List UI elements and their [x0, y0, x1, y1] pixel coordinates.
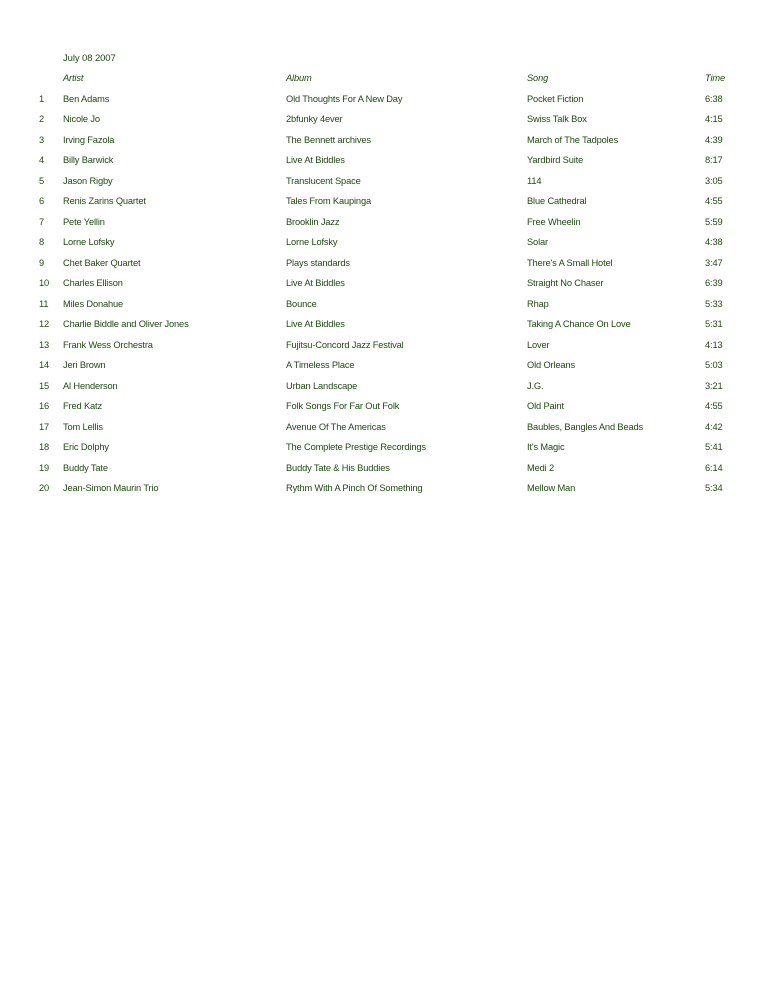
table-row	[0, 274, 768, 295]
row-artist: Lorne Lofsky	[63, 237, 115, 247]
table-row	[0, 315, 768, 336]
row-artist: Fred Katz	[63, 401, 102, 411]
row-time: 5:03	[705, 360, 723, 370]
row-number: 13	[39, 339, 50, 350]
row-number: 3	[39, 134, 45, 145]
row-number: 17	[39, 421, 50, 432]
table-row	[0, 131, 768, 152]
row-song: Swiss Talk Box	[527, 114, 587, 124]
row-time: 4:55	[705, 401, 723, 411]
row-time: 5:41	[705, 442, 723, 452]
row-song: There's A Small Hotel	[527, 257, 613, 268]
row-album: A Timeless Place	[286, 360, 355, 370]
row-artist: Buddy Tate	[63, 462, 108, 473]
row-time: 5:33	[705, 298, 723, 309]
row-song: Pocket Fiction	[527, 93, 584, 104]
row-album: Live At Biddles	[286, 319, 345, 329]
table-row	[0, 90, 768, 111]
row-time: 3:47	[705, 257, 723, 268]
row-artist: Frank Wess Orchestra	[63, 339, 153, 350]
row-artist: Ben Adams	[63, 93, 110, 104]
row-time: 4:42	[705, 421, 723, 432]
row-song: Solar	[527, 237, 548, 247]
row-album: Tales From Kaupinga	[286, 196, 371, 206]
row-number: 5	[39, 175, 45, 186]
row-number: 18	[39, 442, 50, 452]
row-artist: Miles Donahue	[63, 298, 124, 309]
row-song: Old Paint	[527, 401, 564, 411]
row-album: Old Thoughts For A New Day	[286, 93, 403, 104]
row-album: The Complete Prestige Recordings	[286, 442, 426, 452]
table-row	[0, 336, 768, 357]
row-song: March of The Tadpoles	[527, 134, 619, 145]
table-row	[0, 479, 768, 500]
row-song: Lover	[527, 339, 550, 350]
row-song: Rhap	[527, 298, 549, 309]
row-song: Taking A Chance On Love	[527, 319, 631, 329]
row-song: It's Magic	[527, 442, 565, 452]
row-song: Free Wheelin	[527, 216, 581, 227]
row-album: 2bfunky 4ever	[286, 114, 343, 124]
row-number: 20	[39, 483, 50, 493]
row-number: 2	[39, 114, 45, 124]
row-artist: Charles Ellison	[63, 278, 123, 288]
table-row	[0, 418, 768, 439]
row-artist: Charlie Biddle and Oliver Jones	[63, 319, 189, 329]
table-row	[0, 377, 768, 398]
row-number: 10	[39, 278, 50, 288]
table-header-row	[0, 69, 768, 90]
row-time: 4:15	[705, 114, 723, 124]
row-album: Live At Biddles	[286, 278, 345, 288]
table-row	[0, 397, 768, 418]
table-row	[0, 151, 768, 172]
row-song: J.G.	[527, 380, 544, 391]
row-number: 8	[39, 237, 45, 247]
table-row	[0, 213, 768, 234]
row-album: Plays standards	[286, 257, 350, 268]
header-time: Time	[705, 73, 725, 83]
row-time: 4:38	[705, 237, 723, 247]
row-number: 12	[39, 319, 50, 329]
row-artist: Nicole Jo	[63, 114, 100, 124]
row-time: 6:39	[705, 278, 723, 288]
row-artist: Tom Lellis	[63, 421, 103, 432]
row-time: 4:13	[705, 339, 723, 350]
row-album: Fujitsu-Concord Jazz Festival	[286, 339, 404, 350]
row-album: Buddy Tate & His Buddies	[286, 462, 390, 473]
row-time: 4:55	[705, 196, 723, 206]
header-artist: Artist	[63, 73, 84, 83]
row-song: Mellow Man	[527, 483, 576, 493]
table-row	[0, 295, 768, 316]
row-artist: Jeri Brown	[63, 360, 106, 370]
row-time: 5:59	[705, 216, 723, 227]
table-row	[0, 459, 768, 480]
row-artist: Billy Barwick	[63, 155, 114, 165]
row-song: Yardbird Suite	[527, 155, 584, 165]
header-album: Album	[286, 73, 312, 83]
row-time: 8:17	[705, 155, 723, 165]
row-album: Folk Songs For Far Out Folk	[286, 401, 400, 411]
row-song: Straight No Chaser	[527, 278, 604, 288]
row-time: 3:05	[705, 175, 723, 186]
table-row	[0, 110, 768, 131]
row-number: 1	[39, 93, 45, 104]
row-album: Translucent Space	[286, 175, 361, 186]
row-song: 114	[527, 175, 542, 186]
table-row	[0, 233, 768, 254]
table-row	[0, 438, 768, 459]
row-song: Blue Cathedral	[527, 196, 587, 206]
row-number: 4	[39, 155, 45, 165]
header-song: Song	[527, 73, 549, 83]
table-row	[0, 172, 768, 193]
row-number: 15	[39, 380, 50, 391]
row-artist: Pete Yellin	[63, 216, 105, 227]
table-body	[0, 90, 768, 500]
row-number: 16	[39, 401, 50, 411]
row-artist: Irving Fazola	[63, 134, 115, 145]
row-number: 9	[39, 257, 45, 268]
row-time: 3:21	[705, 380, 723, 391]
row-album: Live At Biddles	[286, 155, 345, 165]
row-artist: Al Henderson	[63, 380, 118, 391]
row-album: Bounce	[286, 298, 317, 309]
playlist-date: July 08 2007	[63, 53, 116, 64]
row-song: Baubles, Bangles And Beads	[527, 421, 644, 432]
row-artist: Jason Rigby	[63, 175, 113, 186]
table-row	[0, 254, 768, 275]
row-album: Urban Landscape	[286, 380, 358, 391]
row-album: Brooklin Jazz	[286, 216, 340, 227]
row-time: 6:14	[705, 462, 723, 473]
row-time: 5:31	[705, 319, 723, 329]
row-album: The Bennett archives	[286, 134, 371, 145]
row-number: 11	[39, 298, 49, 309]
row-artist: Jean-Simon Maurin Trio	[63, 483, 159, 493]
row-time: 5:34	[705, 483, 723, 493]
row-song: Medi 2	[527, 462, 555, 473]
row-artist: Renis Zarins Quartet	[63, 196, 146, 206]
row-album: Rythm With A Pinch Of Something	[286, 483, 423, 493]
row-album: Avenue Of The Americas	[286, 421, 386, 432]
row-song: Old Orleans	[527, 360, 575, 370]
row-artist: Chet Baker Quartet	[63, 257, 141, 268]
table-row	[0, 356, 768, 377]
playlist-table	[0, 69, 768, 500]
row-time: 4:39	[705, 134, 723, 145]
row-number: 7	[39, 216, 45, 227]
row-number: 6	[39, 196, 45, 206]
row-time: 6:38	[705, 93, 723, 104]
row-number: 14	[39, 360, 50, 370]
row-number: 19	[39, 462, 50, 473]
row-album: Lorne Lofsky	[286, 237, 338, 247]
table-row	[0, 192, 768, 213]
row-artist: Eric Dolphy	[63, 442, 109, 452]
